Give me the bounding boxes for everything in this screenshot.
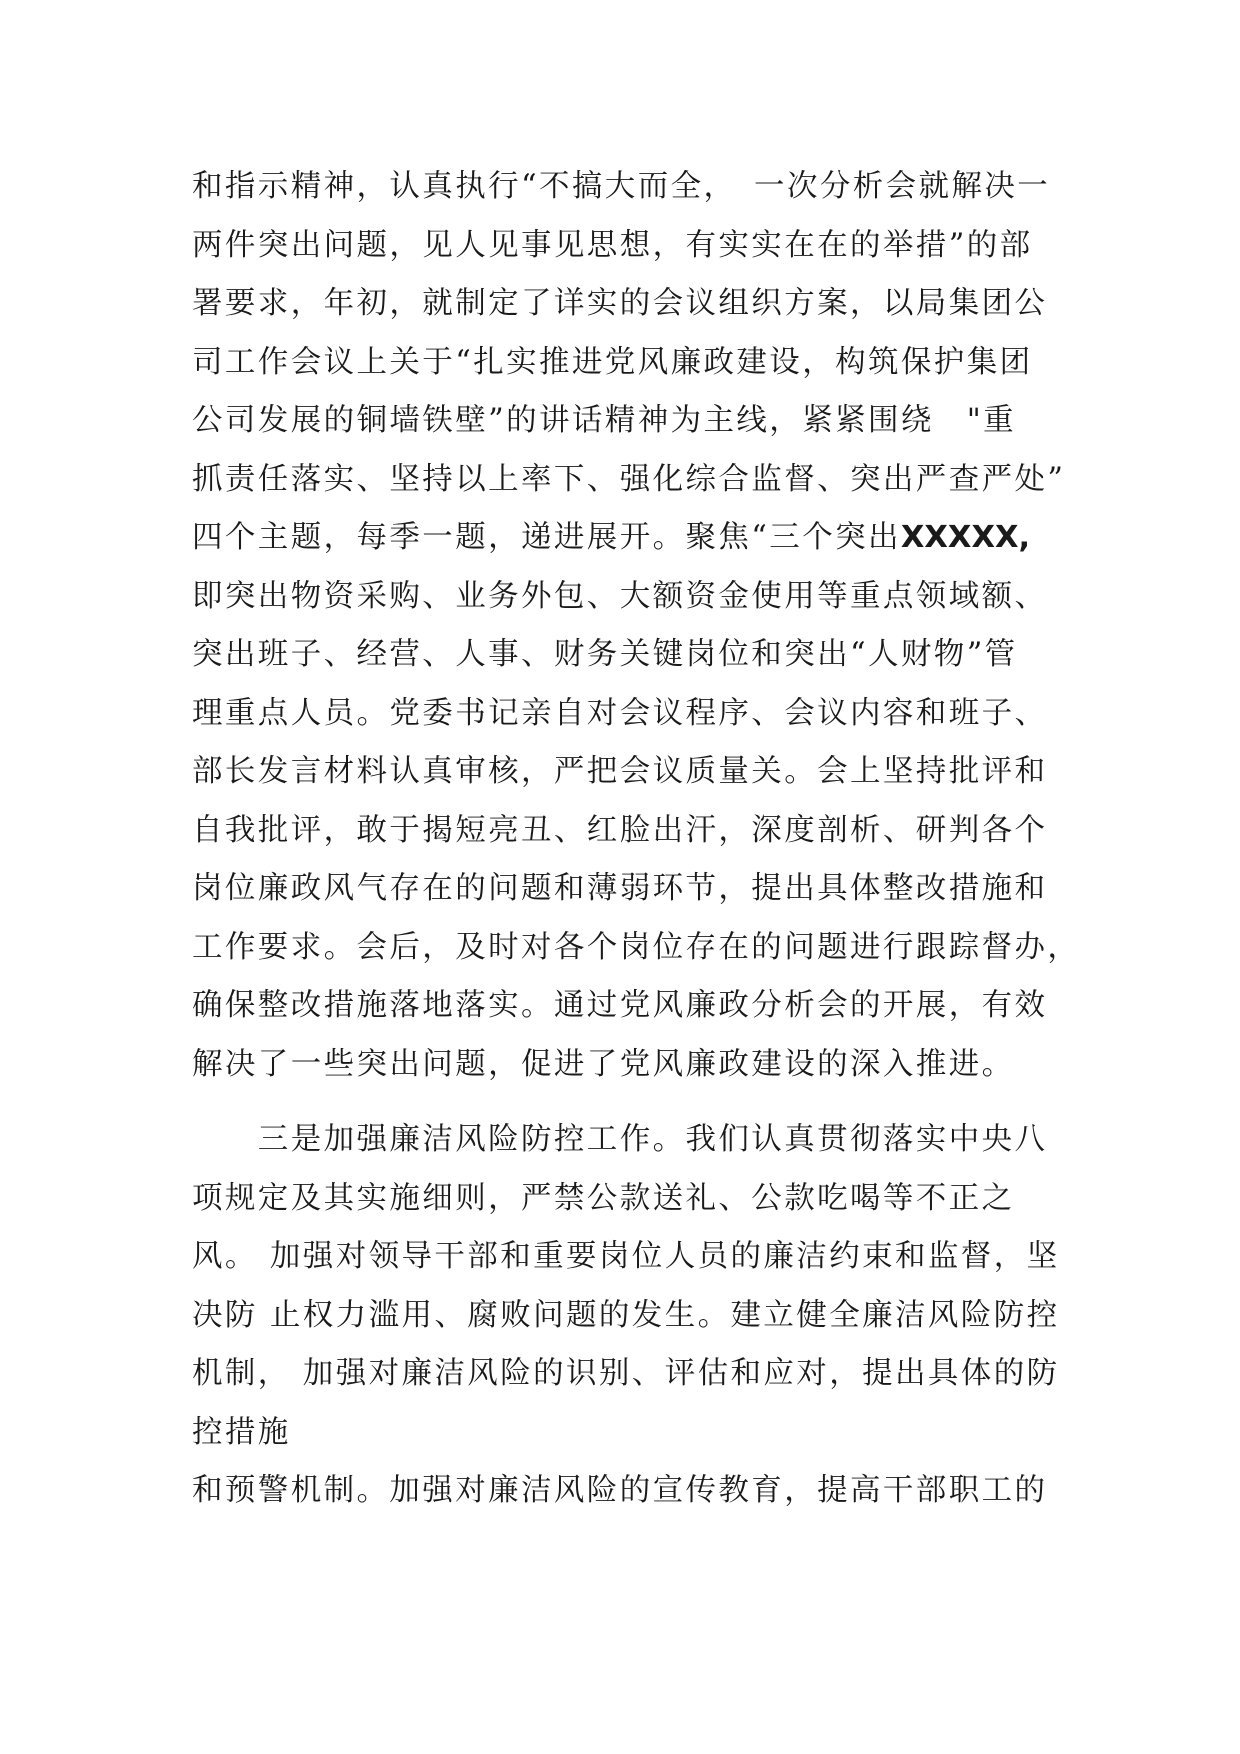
text-line: 决防 止权力滥用、腐败问题的发生。建立健全廉洁风险防控 xyxy=(192,1297,1060,1333)
text-line: 风。 加强对领导干部和重要岗位人员的廉洁约束和监督，坚 xyxy=(192,1239,1060,1274)
text-line: 公司发展的铜墙铁壁”的讲话精神为主线，紧紧围绕 "重 xyxy=(192,403,1017,438)
paragraph-1 xyxy=(192,158,1081,1094)
text-line: 项规定及其实施细则，严禁公款送礼、公款吃喝等不正之 xyxy=(192,1180,1015,1216)
text-line: 部长发言材料认真审核，严把会议质量关。会上坚持批评和 xyxy=(192,754,1048,789)
paragraph-spacer xyxy=(192,1094,1072,1111)
text-line: 抓责任落实、坚持以上率下、强化综合监督、突出严查严处” xyxy=(192,461,1066,497)
paragraph-2 xyxy=(192,1111,1072,1521)
text-line: 和指示精神，认真执行“不搞大而全， 一次分析会就解决一 xyxy=(192,169,1051,204)
text-line: 和预警机制。加强对廉洁风险的宣传教育，提高干部职工的 xyxy=(192,1473,1048,1508)
text-line: 自我批评，敢于揭短亮丑、红脸出汗，深度剖析、研判各个 xyxy=(192,812,1048,848)
text-line: 即突出物资采购、业务外包、大额资金使用等重点领域额、 xyxy=(192,578,1048,614)
text-line: 两件突出问题，见人见事见思想，有实实在在的举措”的部 xyxy=(192,227,1033,263)
text-line: 理重点人员。党委书记亲自对会议程序、会议内容和班子、 xyxy=(192,695,1048,731)
text-line: 工作要求。会后，及时对各个岗位存在的问题进行跟踪督办， xyxy=(192,929,1081,965)
text-line: 三是加强廉洁风险防控工作。我们认真贯彻落实中央八 xyxy=(192,1122,1048,1157)
text-run: 四个主题，每季一题，递进展开。聚焦“三个突出 xyxy=(192,520,901,555)
text-line: 解决了一些突出问题，促进了党风廉政建设的深入推进。 xyxy=(192,1046,1015,1082)
text-line: 岗位廉政风气存在的问题和薄弱环节，提出具体整改措施和 xyxy=(192,871,1048,906)
text-line: 机制， 加强对廉洁风险的识别、评估和应对，提出具体的防 xyxy=(192,1356,1060,1391)
text-line: 确保整改措施落地落实。通过党风廉政分析会的开展，有效 xyxy=(192,988,1048,1023)
text-line: 控措施 xyxy=(192,1414,291,1450)
bold-placeholder-text: XXXXX, xyxy=(900,520,1031,555)
text-line: 署要求，年初，就制定了详实的会议组织方案，以局集团公 xyxy=(192,286,1048,321)
text-line xyxy=(192,509,1072,568)
text-line: 突出班子、经营、人事、财务关键岗位和突出“人财物”管 xyxy=(192,637,1018,672)
text-line: 司工作会议上关于“扎实推进党风廉政建设，构筑保护集团 xyxy=(192,344,1033,380)
document-body xyxy=(192,158,1081,1521)
